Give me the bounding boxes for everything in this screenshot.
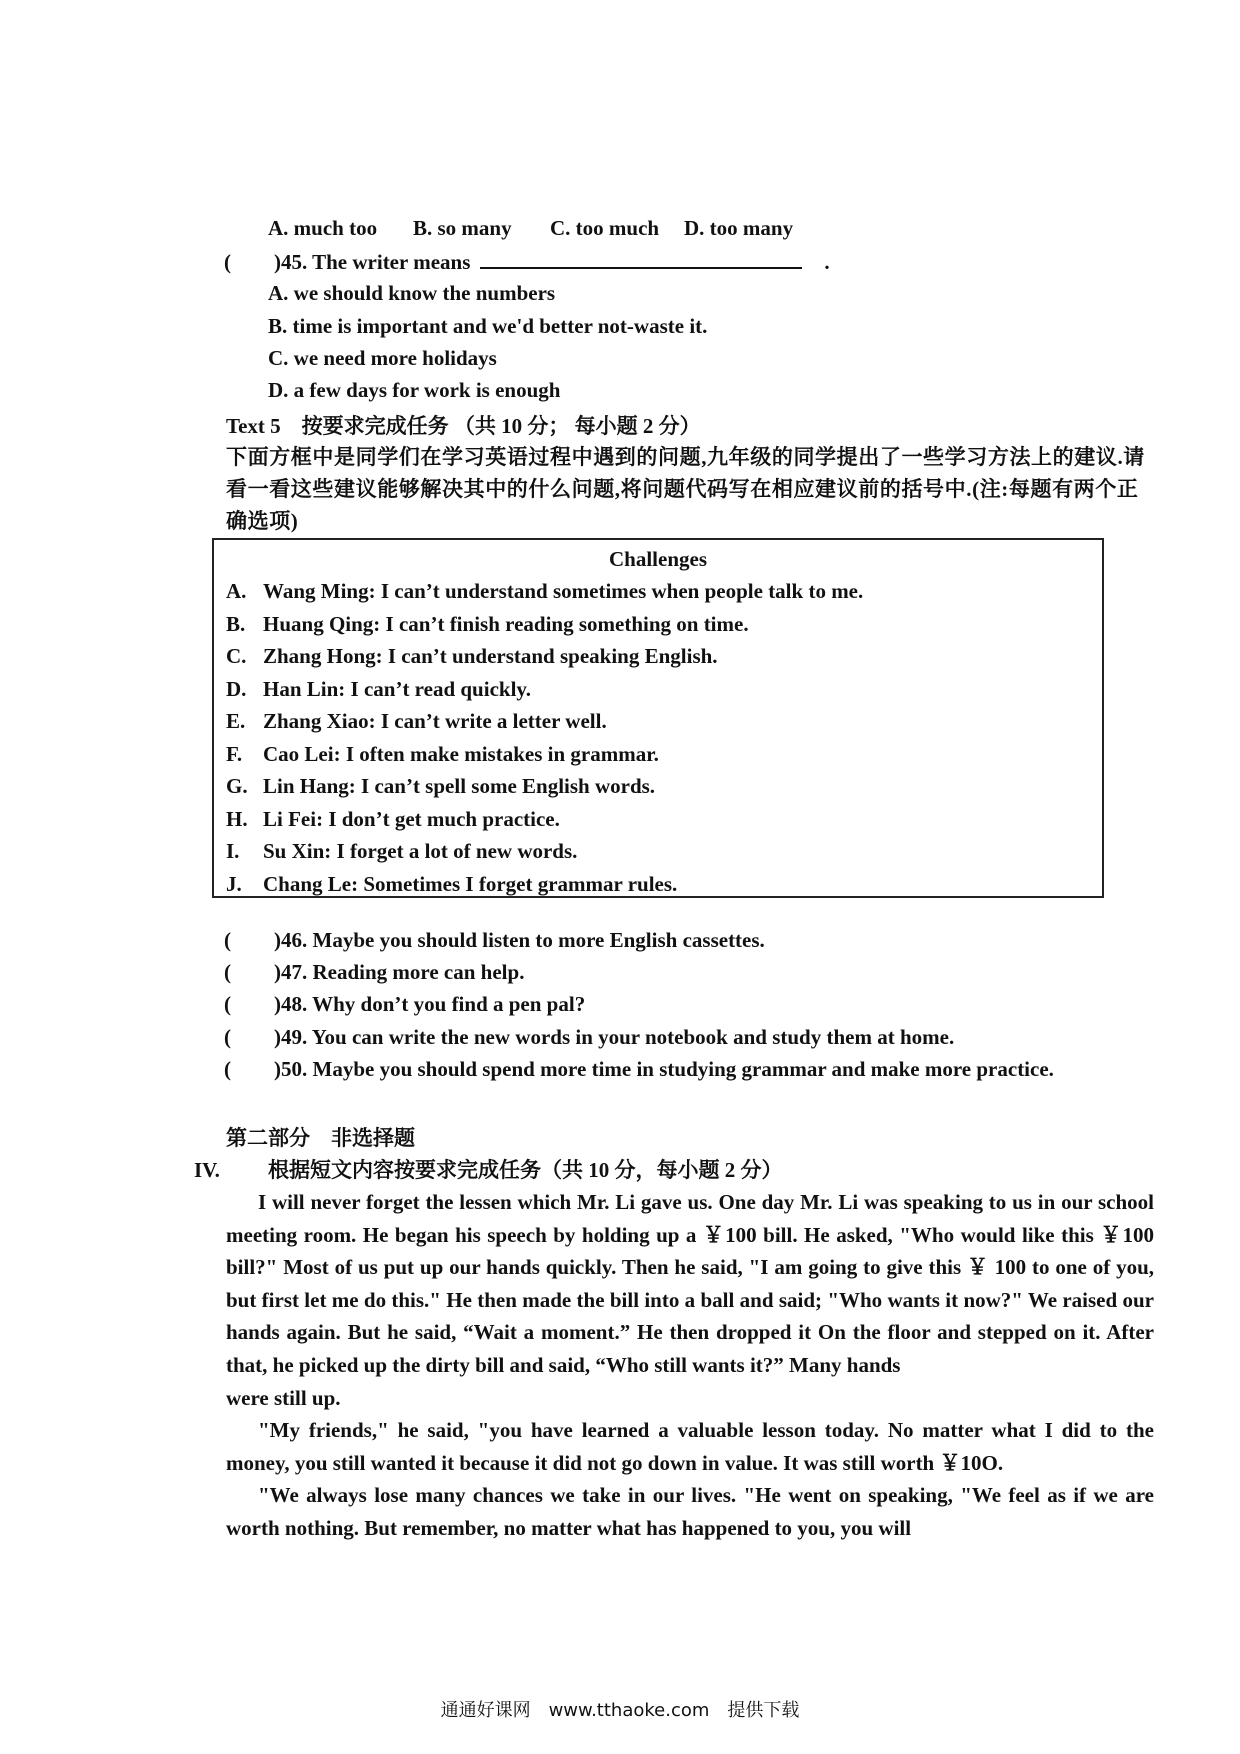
challenge-item [226, 677, 531, 702]
challenge-text: Lin Hang: I can’t spell some English words. [263, 774, 656, 798]
challenge-item [226, 579, 863, 604]
challenge-text: Chang Le: Sometimes I forget grammar rules. [263, 872, 678, 896]
question-row [224, 1057, 1054, 1082]
q45-answer-paren[interactable]: ( [224, 250, 231, 274]
challenge-letter: G. [226, 774, 248, 798]
challenge-letter: I. [226, 839, 240, 863]
challenge-text: Su Xin: I forget a lot of new words. [263, 839, 578, 863]
answer-paren[interactable]: ( [224, 992, 231, 1016]
answer-paren[interactable]: ( [224, 960, 231, 984]
q45-option-b: B. time is important and we'd better not-waste it. [268, 314, 708, 338]
question-row [224, 992, 585, 1017]
question-row [224, 1025, 954, 1050]
q45-period: . [824, 250, 830, 274]
challenge-letter: J. [226, 872, 242, 896]
challenge-item [226, 774, 655, 799]
q44-option-d: D. too many [684, 216, 794, 240]
section-iv-heading [194, 1154, 783, 1184]
question-text: )49. You can write the new words in your notebook and study them at home. [274, 1025, 955, 1049]
challenge-text: Han Lin: I can’t read quickly. [263, 677, 531, 701]
question-text: )46. Maybe you should listen to more English cassettes. [274, 928, 765, 952]
part2-heading: 第二部分 非选择题 [226, 1126, 415, 1150]
challenge-letter: F. [226, 742, 243, 766]
challenge-letter: E. [226, 709, 246, 733]
challenges-box [212, 538, 1104, 898]
challenge-letter: C. [226, 644, 247, 668]
q45-option-c: C. we need more holidays [268, 346, 497, 370]
challenge-item [226, 644, 718, 669]
challenge-item [226, 709, 607, 734]
q44-option-a: A. much too [268, 216, 378, 240]
challenges-title: Challenges [608, 547, 707, 571]
answer-paren[interactable]: ( [224, 928, 231, 952]
challenge-text: Cao Lei: I often make mistakes in grammar. [263, 742, 659, 766]
section-title: 根据短文内容按要求完成任务（共 10 分，每小题 2 分） [268, 1158, 783, 1182]
challenge-text: Li Fei: I don’t get much practice. [263, 807, 560, 831]
question-text: )48. Why don’t you find a pen pal? [274, 992, 586, 1016]
challenge-text: Zhang Xiao: I can’t write a letter well. [263, 709, 607, 733]
question-text: )50. Maybe you should spend more time in studying grammar and make more practice. [274, 1057, 1054, 1081]
q45-stem-row [224, 249, 830, 275]
challenge-letter: B. [226, 612, 246, 636]
challenge-text: Zhang Hong: I can’t understand speaking English. [263, 644, 718, 668]
question-text: )47. Reading more can help. [274, 960, 525, 984]
challenge-letter: A. [226, 579, 247, 603]
answer-paren[interactable]: ( [224, 1057, 231, 1081]
challenge-item [226, 612, 749, 637]
q45-option-a: A. we should know the numbers [268, 281, 556, 305]
challenge-letter: H. [226, 807, 248, 831]
question-row [224, 928, 765, 953]
challenge-item [226, 742, 659, 767]
challenge-text: Wang Ming: I can’t understand sometimes when people talk to me. [263, 579, 864, 603]
question-row [224, 960, 524, 985]
section-number: IV. [194, 1158, 220, 1182]
page-footer: 通通好课网 www.tthaoke.com 提供下载 [440, 1700, 800, 1721]
q45-stem: )45. The writer means [274, 250, 471, 274]
passage [226, 1186, 1154, 1545]
challenge-item [226, 839, 577, 864]
passage-paragraph-3: "We always lose many chances we take in our lives. "He went on speaking, "We feel as if we are worth nothing. But remember, no matter what has happened to you, you will [226, 1483, 1154, 1540]
q44-option-c: C. too much [550, 216, 660, 240]
answer-paren[interactable]: ( [224, 1025, 231, 1049]
passage-paragraph-2: "My friends," he said, "you have learned a valuable lesson today. No matter what I did to the money, you still wanted it because it did not go down in value. It was still worth ￥10O. [226, 1418, 1154, 1475]
q45-option-d: D. a few days for work is enough [268, 378, 561, 402]
challenge-text: Huang Qing: I can’t finish reading something on time. [263, 612, 749, 636]
challenge-item [226, 807, 560, 832]
text5-heading: Text 5 按要求完成任务 （共 10 分； 每小题 2 分） [226, 414, 701, 438]
q45-answer-blank[interactable] [480, 249, 802, 269]
challenge-item [226, 872, 677, 897]
q44-option-b: B. so many [413, 216, 512, 240]
challenge-letter: D. [226, 677, 247, 701]
passage-paragraph-1: I will never forget the lessen which Mr. Li gave us. One day Mr. Li was speaking to us in our school meeting room. He began his speech by holding up a ￥100 bill. He asked, "Who would like this ￥100 bill?" Most of us put up our hands quickly. Then he said, "I am going to give this ￥ 100 to one of you, but first let me do this." He then made the bill into a ball and said; "Who wants it now?" We raised our hands again. But he said, “Wait a moment.” He then dropped it On the floor and stepped on it. After that, he picked up the dirty bill and said, “Who still wants it?” Many hands [226, 1190, 1154, 1377]
q44-options [268, 216, 793, 241]
text5-instructions: 下面方框中是同学们在学习英语过程中遇到的问题,九年级的同学提出了一些学习方法上的建议.请看一看这些建议能够解决其中的什么问题,将问题代码写在相应建议前的括号中.(注:每题有两个正确选项) [226, 445, 1145, 533]
passage-paragraph-1-end: were still up. [226, 1385, 341, 1410]
